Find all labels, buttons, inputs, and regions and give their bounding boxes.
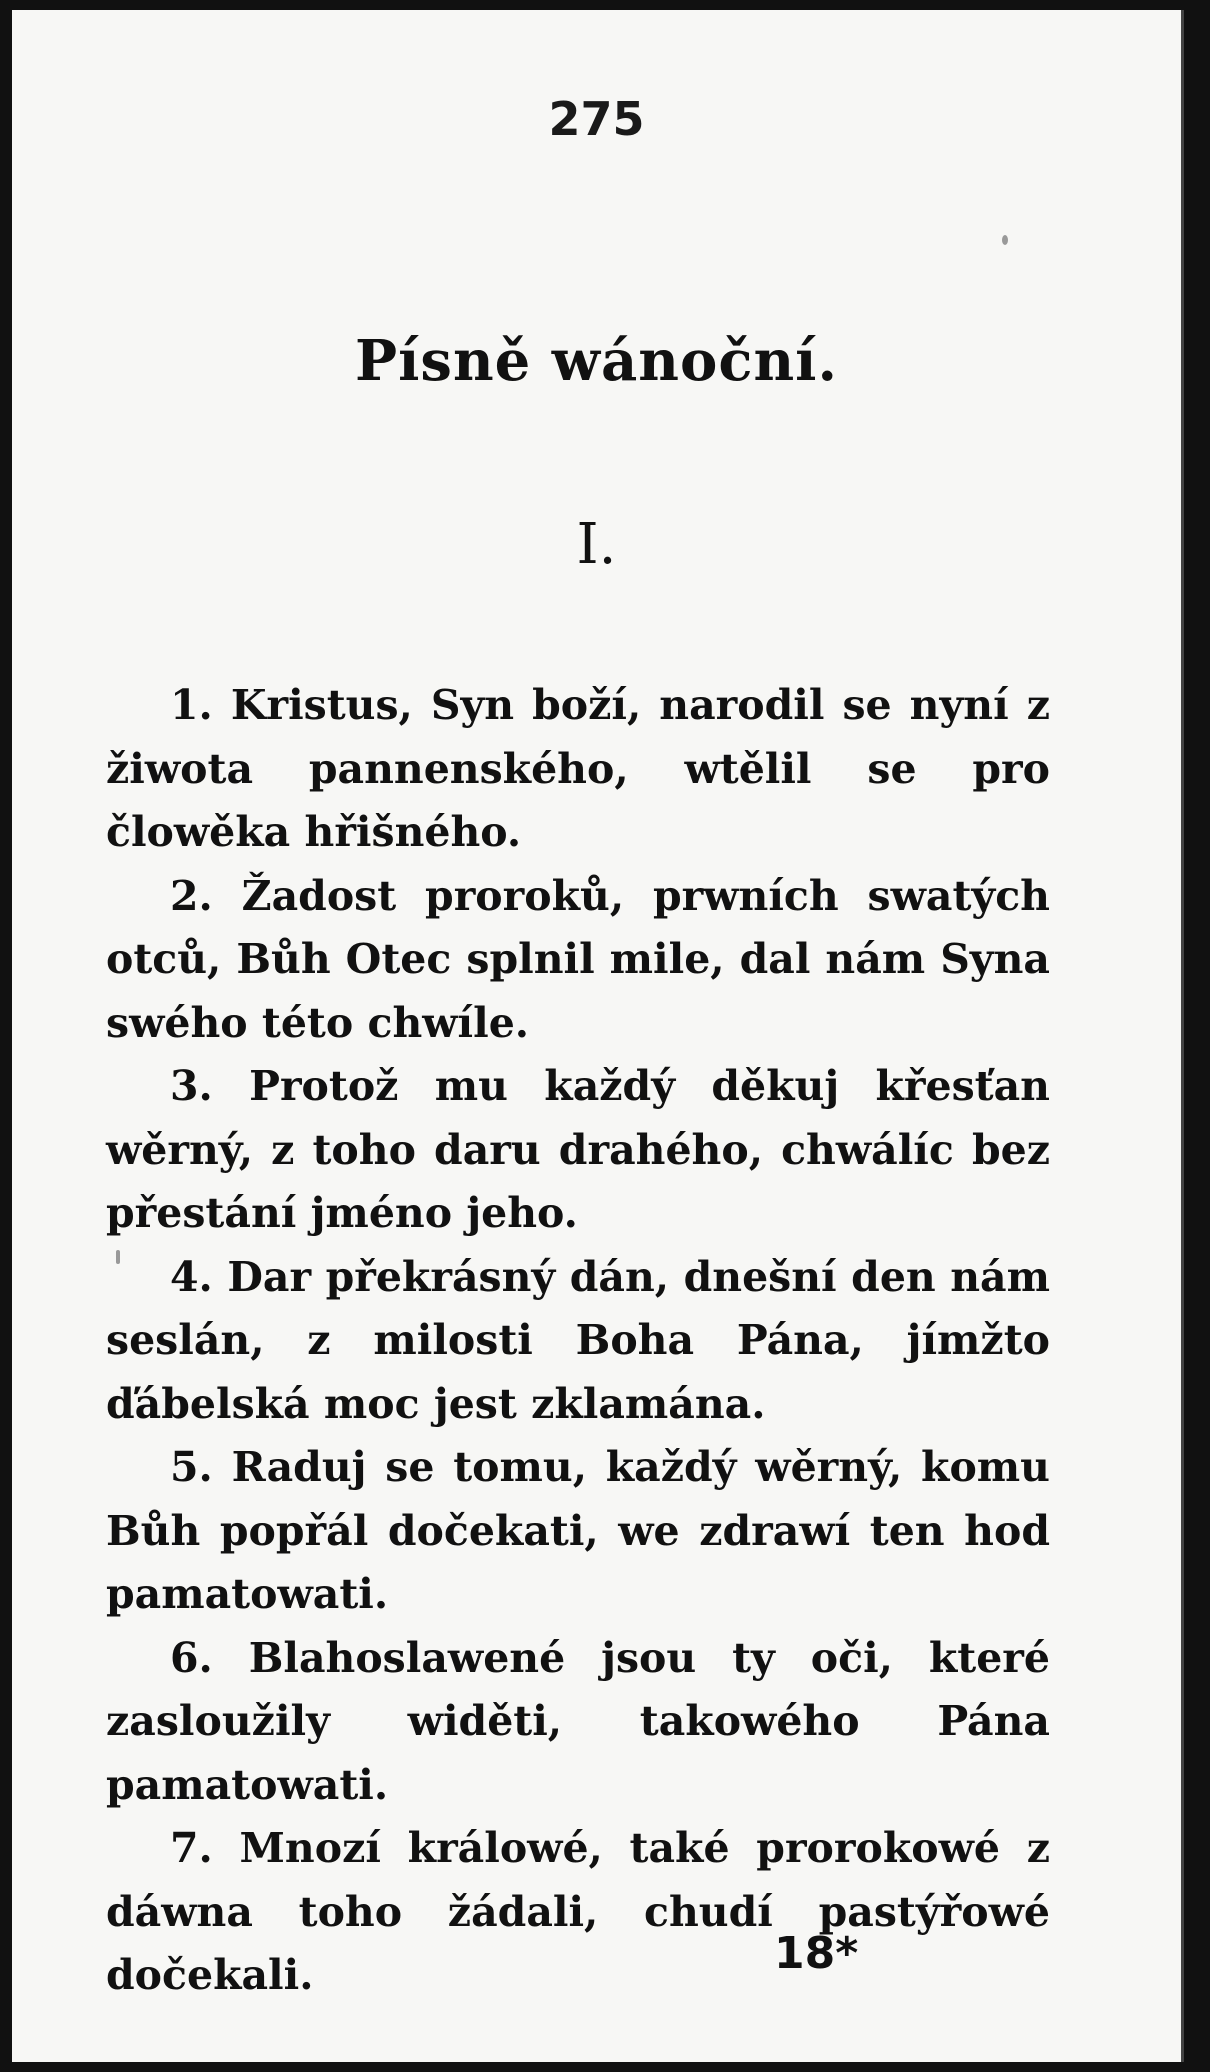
verse-2: 2. Žadost proroků, prwních swatých otců, Bůh Otec splnil mile, dal nám Syna swého této chwíle.: [106, 871, 1050, 1047]
paper-speck: [116, 1250, 120, 1264]
song-section-number: I.: [576, 512, 617, 577]
printer-signature-mark: 18*: [774, 1928, 859, 1979]
verse-1: 1. Kristus, Syn boží, narodil se nyní z žiwota pannenského, wtělil se pro člowěka hřišného.: [106, 681, 1050, 856]
verse-list: [106, 674, 1050, 2008]
paper-speck: [1002, 235, 1008, 245]
verse-5: 5. Raduj se tomu, každý wěrný, komu Bůh popřál dočekati, we zdrawí ten hod pamatowati.: [106, 1443, 1050, 1618]
verse-4: 4. Dar překrásný dán, dnešní den nám seslán, z milosti Boha Pána, jímžto ďábelská moc jest zklamána.: [106, 1252, 1050, 1428]
verse-7: 7. Mnozí králowé, také prorokowé z dáwna toho žádali, chudí pastýřowé dočekali.: [106, 1824, 1050, 1999]
verse-3: 3. Protož mu každý děkuj křesťan wěrný, z toho daru drahého, chwálíc bez přestání jméno jeho.: [106, 1062, 1050, 1237]
page-inner: [12, 10, 1184, 2062]
song-collection-title: Písně wánoční.: [355, 328, 838, 394]
page-number: 275: [548, 92, 645, 146]
verse-6: 6. Blahoslawené jsou ty oči, které zasloužily widěti, takowého Pána pamatowati.: [106, 1633, 1050, 1809]
